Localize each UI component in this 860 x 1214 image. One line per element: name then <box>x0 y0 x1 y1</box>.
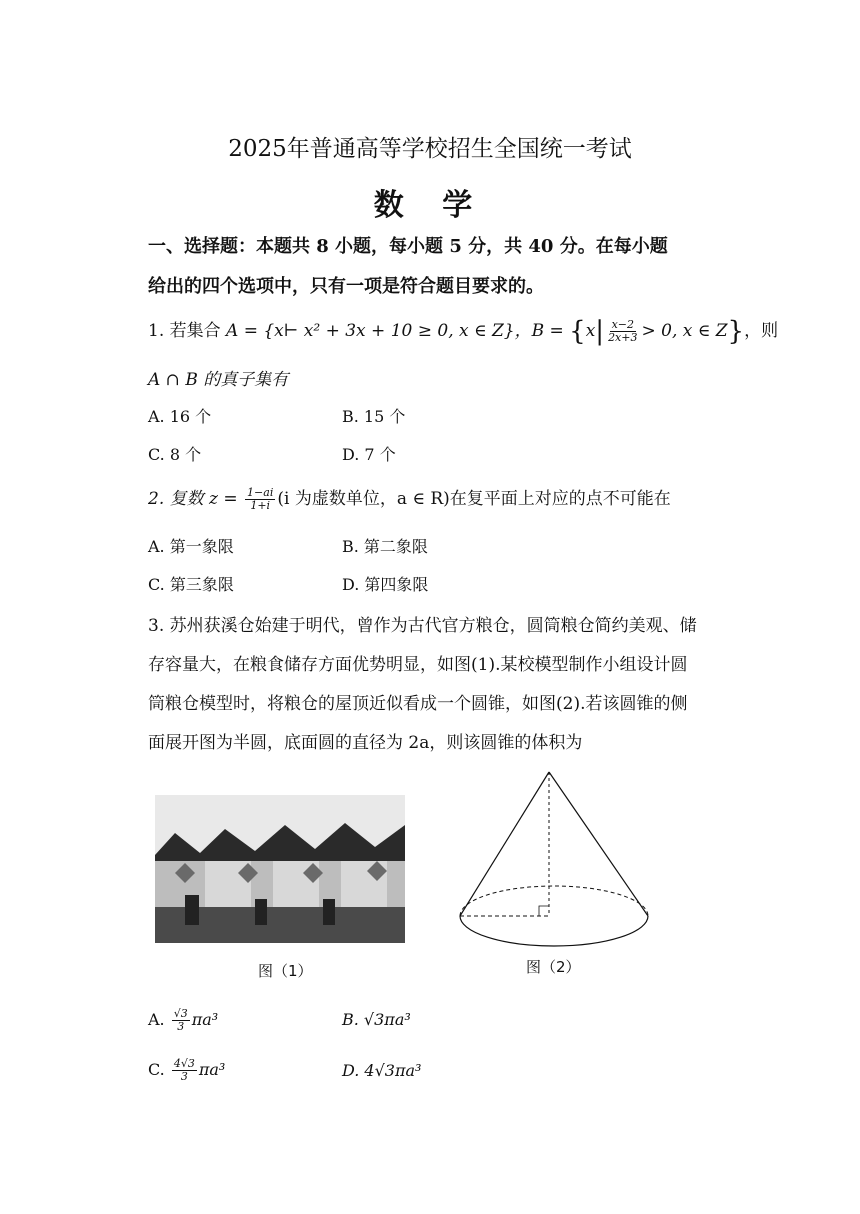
q3-stem-line1: 3. 苏州获溪仓始建于明代，曾作为古代官方粮仓，圆筒粮仓简约美观、储 <box>148 616 697 636</box>
q2-frac-den: 1+i <box>250 499 271 512</box>
q1-brace-left: { <box>569 316 586 347</box>
q2-suffix: (i 为虚数单位，a ∈ R)在复平面上对应的点不可能在 <box>277 489 671 509</box>
q3-option-c-tail: πa³ <box>198 1060 226 1080</box>
q2-fraction <box>245 487 275 512</box>
q3-option-a-tail: πa³ <box>191 1010 219 1030</box>
q1-option-d[interactable]: D. 7 个 <box>342 445 396 464</box>
q2-option-d[interactable]: D. 第四象限 <box>342 575 429 594</box>
q1-tail: ，则 <box>744 321 779 341</box>
q3-stem-line4: 面展开图为半圆，底面圆的直径为 2a，则该圆锥的体积为 <box>148 733 583 753</box>
q3-option-c[interactable] <box>148 1058 225 1083</box>
q1-brace-right: } <box>727 316 745 347</box>
q1-set-b-var: x <box>585 321 596 341</box>
q3-option-a-fraction <box>172 1008 190 1033</box>
q3-option-c-num: 4√3 <box>173 1057 195 1070</box>
subject-title: 数 学 <box>373 188 487 223</box>
q1-fraction <box>606 319 639 344</box>
cone-diagram <box>455 768 655 950</box>
granary-photo <box>155 795 405 943</box>
q3-option-a-den: 3 <box>177 1020 185 1034</box>
q2-option-a[interactable]: A. 第一象限 <box>148 537 234 556</box>
q1-set-a: A = {x⊢ x² + 3x + 10 ≥ 0, x ∈ Z}， <box>226 321 532 341</box>
q1-stem <box>148 316 778 347</box>
q1-set-b-post: > 0, x ∈ Z <box>641 321 728 341</box>
q1-option-a[interactable]: A. 16 个 <box>148 407 212 426</box>
q3-option-a-num: √3 <box>173 1007 188 1020</box>
q1-option-c[interactable]: C. 8 个 <box>148 445 202 464</box>
q1-frac-den: 2x+3 <box>608 331 638 344</box>
figure1-caption: 图（1） <box>258 962 313 980</box>
q3-option-b[interactable]: B. √3πa³ <box>342 1010 411 1029</box>
q2-stem <box>148 484 671 512</box>
section-heading-line1: 一、选择题：本题共 8 小题，每小题 5 分，共 40 分。在每小题 <box>148 236 668 257</box>
q2-prefix: 2. 复数 z = <box>148 489 244 509</box>
q3-option-a[interactable] <box>148 1008 218 1033</box>
q2-option-c[interactable]: C. 第三象限 <box>148 575 234 594</box>
q3-option-c-den: 3 <box>180 1070 188 1084</box>
section-heading-line2: 给出的四个选项中，只有一项是符合题目要求的。 <box>148 276 544 297</box>
q1-prefix: 1. 若集合 <box>148 321 227 341</box>
q1-stem-line2: A ∩ B 的真子集有 <box>148 370 289 390</box>
q2-frac-num: 1−ai <box>247 485 274 499</box>
exam-title: 2025年普通高等学校招生全国统一考试 <box>228 136 632 162</box>
q3-option-a-label: A. <box>148 1010 165 1030</box>
q1-bar: | <box>595 316 605 347</box>
figure2-caption: 图（2） <box>526 958 581 976</box>
q1-option-b[interactable]: B. 15 个 <box>342 407 406 426</box>
q3-option-c-label: C. <box>148 1060 165 1080</box>
q3-stem-line2: 存容量大，在粮食储存方面优势明显，如图(1).某校模型制作小组设计圆 <box>148 655 688 675</box>
q2-option-b[interactable]: B. 第二象限 <box>342 537 428 556</box>
q1-set-b-pre: B = <box>531 321 570 341</box>
q1-frac-num: x−2 <box>611 317 634 331</box>
q3-stem-line3: 筒粮仓模型时，将粮仓的屋顶近似看成一个圆锥，如图(2).若该圆锥的侧 <box>148 694 688 714</box>
q3-option-c-fraction <box>172 1058 197 1083</box>
q3-option-d[interactable]: D. 4√3πa³ <box>342 1061 422 1080</box>
